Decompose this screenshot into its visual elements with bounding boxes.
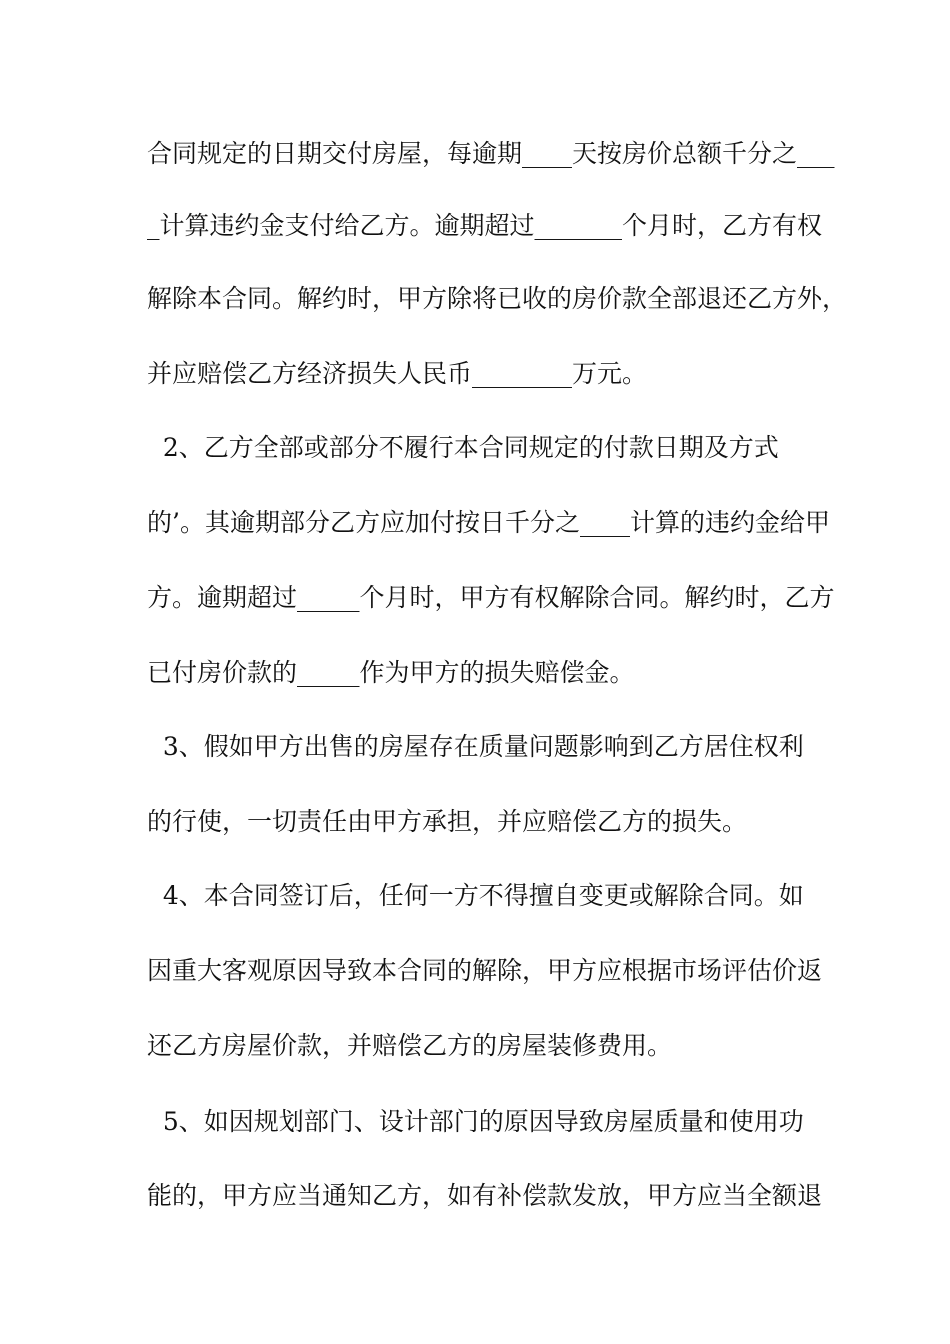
text-line: 还乙方房屋价款，并赔偿乙方的房屋装修费用。 (147, 1031, 673, 1060)
text-line: 方。逾期超过_____个月时，甲方有权解除合同。解约时，乙方 (147, 583, 835, 612)
text-line: 因重大客观原因导致本合同的解除，甲方应根据市场评估价返 (147, 956, 823, 985)
text-line: 2、乙方全部或部分不履行本合同规定的付款日期及方式 (147, 433, 779, 462)
text-line: _计算违约金支付给乙方。逾期超过_______个月时，乙方有权 (147, 211, 823, 240)
text-line: 已付房价款的_____作为甲方的损失赔偿金。 (147, 658, 635, 687)
text-line: 5、如因规划部门、设计部门的原因导致房屋质量和使用功 (147, 1107, 804, 1136)
text-line: 并应赔偿乙方经济损失人民币________万元。 (147, 359, 648, 388)
text-line: 合同规定的日期交付房屋，每逾期____天按房价总额千分之___ (147, 139, 835, 168)
text-line: 解除本合同。解约时，甲方除将已收的房价款全部退还乙方外， (147, 284, 848, 313)
text-line: 4、本合同签订后，任何一方不得擅自变更或解除合同。如 (147, 881, 804, 910)
text-line: 3、假如甲方出售的房屋存在质量问题影响到乙方居住权利 (147, 732, 804, 761)
text-line: 能的，甲方应当通知乙方，如有补偿款发放，甲方应当全额退 (147, 1181, 823, 1210)
text-line: 的行使，一切责任由甲方承担，并应赔偿乙方的损失。 (147, 807, 748, 836)
text-line: 的’。其逾期部分乙方应加付按日千分之____计算的违约金给甲 (147, 508, 830, 537)
